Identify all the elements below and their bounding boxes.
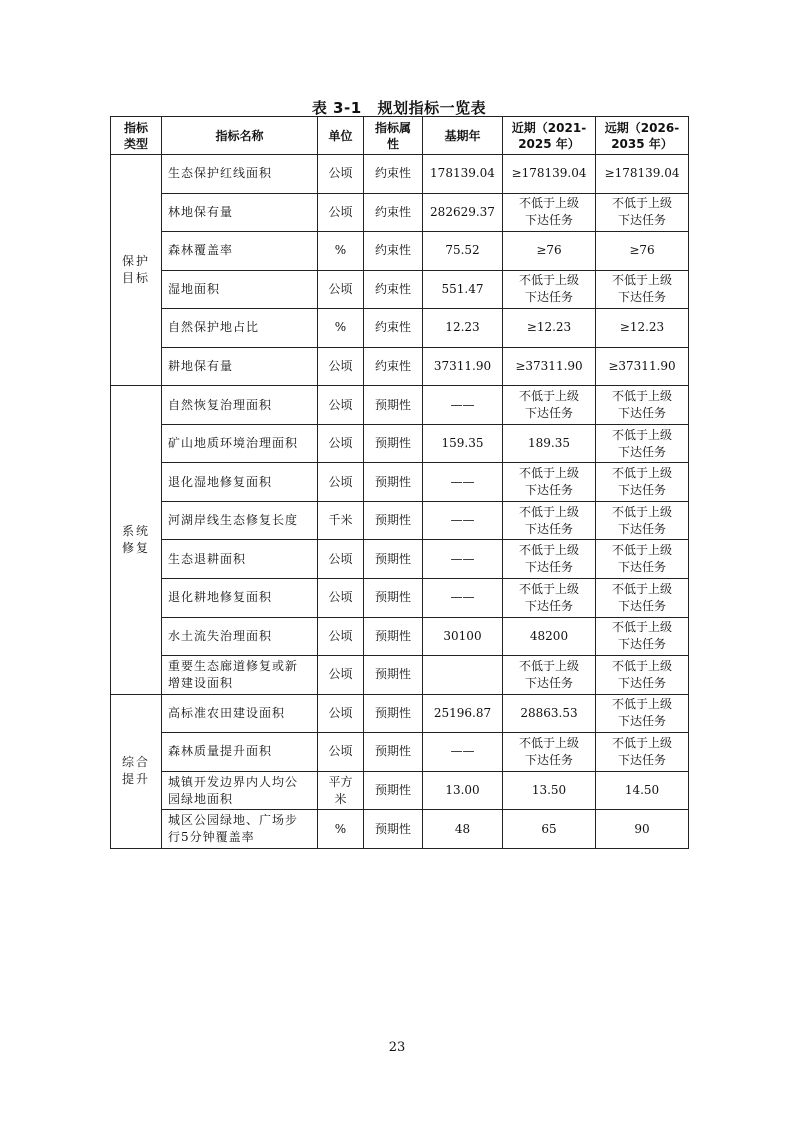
attribute-cell: 约束性 [364, 309, 423, 348]
base-year-cell: 13.00 [423, 771, 503, 810]
base-year-cell: —— [423, 463, 503, 502]
long-term-cell: 不低于上级 下达任务 [596, 501, 689, 540]
category-cell: 综合 提升 [111, 694, 162, 848]
long-term-cell: 不低于上级 下达任务 [596, 540, 689, 579]
near-term-cell: ≥37311.90 [503, 347, 596, 386]
table-row [111, 810, 689, 849]
table-body [111, 155, 689, 849]
header-base-year: 基期年 [423, 117, 503, 155]
table-caption [110, 97, 688, 118]
table-row [111, 193, 689, 232]
header-attribute: 指标属 性 [364, 117, 423, 155]
table-row [111, 617, 689, 656]
unit-cell: 公顷 [318, 155, 364, 194]
indicator-name-cell: 自然保护地占比 [162, 309, 318, 348]
table-number: 表 3-1 [311, 99, 362, 117]
table-row [111, 386, 689, 425]
attribute-cell: 约束性 [364, 347, 423, 386]
header-type: 指标 类型 [111, 117, 162, 155]
unit-cell: 平方 米 [318, 771, 364, 810]
long-term-cell: 不低于上级 下达任务 [596, 463, 689, 502]
unit-cell: 公顷 [318, 386, 364, 425]
base-year-cell: 48 [423, 810, 503, 849]
long-term-cell: ≥12.23 [596, 309, 689, 348]
attribute-cell: 预期性 [364, 386, 423, 425]
unit-cell: 公顷 [318, 540, 364, 579]
base-year-cell: —— [423, 540, 503, 579]
near-term-cell: 189.35 [503, 424, 596, 463]
indicator-name-cell: 城区公园绿地、广场步 行5分钟覆盖率 [162, 810, 318, 849]
header-unit: 单位 [318, 117, 364, 155]
table-row [111, 424, 689, 463]
unit-cell: 公顷 [318, 656, 364, 695]
near-term-cell: 28863.53 [503, 694, 596, 733]
indicator-name-cell: 水土流失治理面积 [162, 617, 318, 656]
attribute-cell: 约束性 [364, 232, 423, 271]
near-term-cell: ≥76 [503, 232, 596, 271]
indicator-name-cell: 湿地面积 [162, 270, 318, 309]
long-term-cell: ≥76 [596, 232, 689, 271]
category-cell: 系统 修复 [111, 386, 162, 694]
indicator-name-cell: 退化耕地修复面积 [162, 579, 318, 618]
near-term-cell: 不低于上级 下达任务 [503, 270, 596, 309]
near-term-cell: 不低于上级 下达任务 [503, 656, 596, 695]
base-year-cell: 25196.87 [423, 694, 503, 733]
unit-cell: 公顷 [318, 579, 364, 618]
base-year-cell: 551.47 [423, 270, 503, 309]
base-year-cell: 75.52 [423, 232, 503, 271]
unit-cell: 公顷 [318, 463, 364, 502]
base-year-cell: —— [423, 733, 503, 772]
indicator-name-cell: 耕地保有量 [162, 347, 318, 386]
table-row [111, 540, 689, 579]
near-term-cell: 不低于上级 下达任务 [503, 540, 596, 579]
table-row [111, 232, 689, 271]
table-row [111, 347, 689, 386]
indicator-name-cell: 重要生态廊道修复或新 增建设面积 [162, 656, 318, 695]
table-row [111, 771, 689, 810]
unit-cell: % [318, 309, 364, 348]
base-year-cell: 30100 [423, 617, 503, 656]
attribute-cell: 预期性 [364, 771, 423, 810]
base-year-cell: —— [423, 386, 503, 425]
near-term-cell: 65 [503, 810, 596, 849]
long-term-cell: 不低于上级 下达任务 [596, 579, 689, 618]
unit-cell: 公顷 [318, 694, 364, 733]
base-year-cell: 12.23 [423, 309, 503, 348]
unit-cell: 公顷 [318, 617, 364, 656]
unit-cell: 公顷 [318, 733, 364, 772]
near-term-cell: ≥178139.04 [503, 155, 596, 194]
unit-cell: 公顷 [318, 424, 364, 463]
table-row [111, 309, 689, 348]
base-year-cell [423, 656, 503, 695]
attribute-cell: 预期性 [364, 463, 423, 502]
base-year-cell: 178139.04 [423, 155, 503, 194]
indicator-name-cell: 生态保护红线面积 [162, 155, 318, 194]
unit-cell: % [318, 232, 364, 271]
long-term-cell: ≥37311.90 [596, 347, 689, 386]
header-near-term: 近期（2021- 2025 年） [503, 117, 596, 155]
attribute-cell: 预期性 [364, 579, 423, 618]
long-term-cell: 不低于上级 下达任务 [596, 270, 689, 309]
unit-cell: 公顷 [318, 193, 364, 232]
attribute-cell: 约束性 [364, 193, 423, 232]
indicator-name-cell: 退化湿地修复面积 [162, 463, 318, 502]
attribute-cell: 预期性 [364, 656, 423, 695]
table-title: 规划指标一览表 [377, 99, 487, 117]
near-term-cell: 不低于上级 下达任务 [503, 733, 596, 772]
table-row [111, 656, 689, 695]
base-year-cell: 37311.90 [423, 347, 503, 386]
long-term-cell: 不低于上级 下达任务 [596, 694, 689, 733]
indicator-name-cell: 自然恢复治理面积 [162, 386, 318, 425]
indicator-name-cell: 林地保有量 [162, 193, 318, 232]
long-term-cell: 90 [596, 810, 689, 849]
attribute-cell: 预期性 [364, 501, 423, 540]
base-year-cell: —— [423, 501, 503, 540]
long-term-cell: 14.50 [596, 771, 689, 810]
unit-cell: 千米 [318, 501, 364, 540]
table-row [111, 270, 689, 309]
indicator-name-cell: 城镇开发边界内人均公 园绿地面积 [162, 771, 318, 810]
near-term-cell: 不低于上级 下达任务 [503, 501, 596, 540]
unit-cell: 公顷 [318, 347, 364, 386]
near-term-cell: 不低于上级 下达任务 [503, 193, 596, 232]
header-name: 指标名称 [162, 117, 318, 155]
indicator-name-cell: 生态退耕面积 [162, 540, 318, 579]
indicator-name-cell: 矿山地质环境治理面积 [162, 424, 318, 463]
attribute-cell: 预期性 [364, 733, 423, 772]
attribute-cell: 预期性 [364, 424, 423, 463]
table-row [111, 463, 689, 502]
table-row [111, 579, 689, 618]
attribute-cell: 预期性 [364, 617, 423, 656]
table-row [111, 501, 689, 540]
base-year-cell: —— [423, 579, 503, 618]
attribute-cell: 预期性 [364, 540, 423, 579]
long-term-cell: 不低于上级 下达任务 [596, 656, 689, 695]
indicator-name-cell: 森林覆盖率 [162, 232, 318, 271]
table-row [111, 155, 689, 194]
table-row [111, 694, 689, 733]
near-term-cell: ≥12.23 [503, 309, 596, 348]
attribute-cell: 约束性 [364, 155, 423, 194]
long-term-cell: 不低于上级 下达任务 [596, 617, 689, 656]
near-term-cell: 13.50 [503, 771, 596, 810]
indicator-table [110, 116, 689, 849]
near-term-cell: 不低于上级 下达任务 [503, 579, 596, 618]
long-term-cell: 不低于上级 下达任务 [596, 733, 689, 772]
base-year-cell: 159.35 [423, 424, 503, 463]
long-term-cell: ≥178139.04 [596, 155, 689, 194]
header-long-term: 远期（2026- 2035 年） [596, 117, 689, 155]
indicator-name-cell: 高标准农田建设面积 [162, 694, 318, 733]
unit-cell: 公顷 [318, 270, 364, 309]
page-number: 23 [388, 1040, 406, 1055]
indicator-name-cell: 森林质量提升面积 [162, 733, 318, 772]
long-term-cell: 不低于上级 下达任务 [596, 386, 689, 425]
near-term-cell: 不低于上级 下达任务 [503, 386, 596, 425]
base-year-cell: 282629.37 [423, 193, 503, 232]
unit-cell: % [318, 810, 364, 849]
table-row [111, 733, 689, 772]
long-term-cell: 不低于上级 下达任务 [596, 193, 689, 232]
attribute-cell: 预期性 [364, 810, 423, 849]
near-term-cell: 48200 [503, 617, 596, 656]
near-term-cell: 不低于上级 下达任务 [503, 463, 596, 502]
category-cell: 保护 目标 [111, 155, 162, 386]
header-row [111, 117, 689, 155]
attribute-cell: 约束性 [364, 270, 423, 309]
long-term-cell: 不低于上级 下达任务 [596, 424, 689, 463]
attribute-cell: 预期性 [364, 694, 423, 733]
indicator-name-cell: 河湖岸线生态修复长度 [162, 501, 318, 540]
